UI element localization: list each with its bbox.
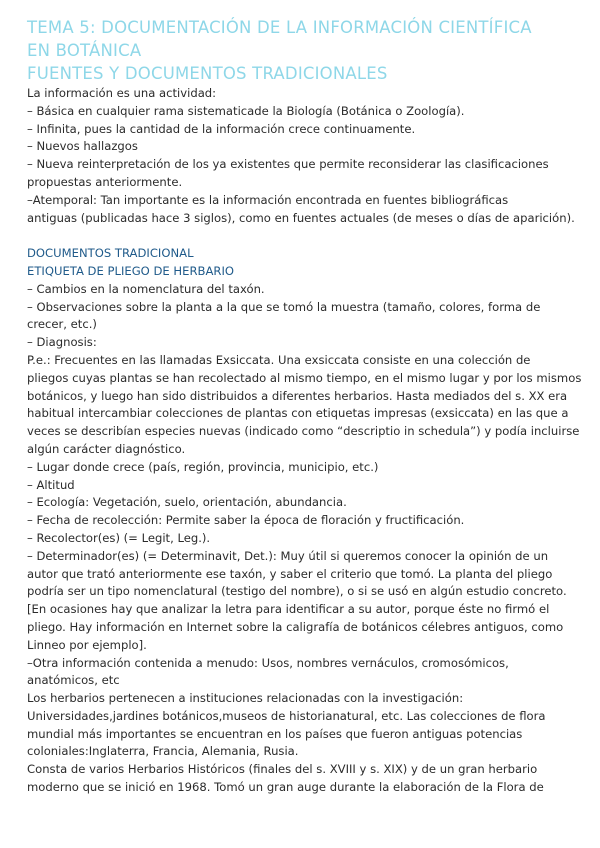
text-line: – Ecología: Vegetación, suelo, orientación, abundancia. <box>27 495 347 510</box>
text-line: [En ocasiones hay que analizar la letra para identificar a su autor, porque éste no firmó el <box>27 602 550 617</box>
text-line: crecer, etc.) <box>27 317 97 332</box>
text-line: – Diagnosis: <box>27 335 97 350</box>
text-line: – Altitud <box>27 477 75 492</box>
text-line: – Observaciones sobre la planta a la que se tomó la muestra (tamaño, colores, forma de <box>27 299 541 314</box>
text-line: pliego. Hay información en Internet sobre la caligrafía de botánicos célebres antiguos, como <box>27 619 564 634</box>
text-line: mundial más importantes se encuentran en los países que fueron antiguas potencias <box>27 726 523 741</box>
title-line-2: EN BOTÁNICA <box>27 41 142 60</box>
intro-line: – Básica en cualquier rama sistematicade la Biología (Botánica o Zoología). <box>27 103 465 118</box>
intro-line: –Atemporal: Tan importante es la información encontrada en fuentes bibliográficas <box>27 192 509 207</box>
section-heading: DOCUMENTOS TRADICIONAL <box>27 246 194 261</box>
text-line: anatómicos, etc <box>27 673 120 688</box>
text-line: – Fecha de recolección: Permite saber la época de floración y fructificación. <box>27 513 465 528</box>
intro-line: – Nuevos hallazgos <box>27 139 138 154</box>
text-line: moderno que se inició en 1968. Tomó un gran auge durante la elaboración de la Flora de <box>27 780 544 795</box>
intro-line: propuestas anteriormente. <box>27 174 183 189</box>
text-line: P.e.: Frecuentes en las llamadas Exsiccata. Una exsiccata consiste en una colección de <box>27 352 531 367</box>
text-line: – Determinador(es) (= Determinavit, Det.): Muy útil si queremos conocer la opinión de un <box>27 548 549 563</box>
title-line-1: TEMA 5: DOCUMENTACIÓN DE LA INFORMACIÓN CIENTÍFICA <box>27 18 532 37</box>
text-line: habitual intercambiar colecciones de plantas con etiquetas impresas (exsiccata) en las que a <box>27 406 569 421</box>
spacer <box>27 227 578 245</box>
text-line: Consta de varios Herbarios Históricos (finales del s. XVIII y s. XIX) y de un gran herbario <box>27 762 538 777</box>
text-line: pliegos cuyas plantas se han recolectado al mismo tiempo, en el mismo lugar y por los mismos <box>27 370 582 385</box>
text-line: autor que trató anteriormente ese taxón, y saber el criterio que tomó. La planta del pliego <box>27 566 553 581</box>
intro-line: antiguas (publicadas hace 3 siglos), como en fuentes actuales (de meses o días de aparición). <box>27 210 575 225</box>
document-body <box>27 85 582 797</box>
text-line: – Cambios en la nomenclatura del taxón. <box>27 281 265 296</box>
intro-paragraph <box>27 85 578 227</box>
text-line: Linneo por ejemplo]. <box>27 637 147 652</box>
section-subheading: ETIQUETA DE PLIEGO DE HERBARIO <box>27 263 235 278</box>
text-line: Universidades,jardines botánicos,museos de historianatural, etc. Las colecciones de flora <box>27 708 546 723</box>
section-body <box>27 281 582 797</box>
document-title <box>27 16 578 85</box>
intro-line: – Nueva reinterpretación de los ya existentes que permite reconsiderar las clasificaciones <box>27 157 549 172</box>
text-line: algún carácter diagnóstico. <box>27 441 186 456</box>
intro-line: – Infinita, pues la cantidad de la información crece continuamente. <box>27 121 416 136</box>
text-line: –Otra información contenida a menudo: Usos, nombres vernáculos, cromosómicos, <box>27 655 509 670</box>
text-line: botánicos, y luego han sido distribuidos a diferentes herbarios. Hasta mediados del s. XX era <box>27 388 568 403</box>
text-line: veces se describían especies nuevas (indicado como “descriptio in schedula”) y podía incluirse <box>27 424 580 439</box>
text-line: – Lugar donde crece (país, región, provincia, municipio, etc.) <box>27 459 379 474</box>
text-line: coloniales:Inglaterra, Francia, Alemania, Rusia. <box>27 744 299 759</box>
text-line: podría ser un tipo nomenclatural (testigo del nombre), o si se usó en algún estudio concreto. <box>27 584 567 599</box>
text-line: Los herbarios pertenecen a instituciones relacionadas con la investigación: <box>27 691 464 706</box>
title-line-3: FUENTES Y DOCUMENTOS TRADICIONALES <box>27 64 388 83</box>
intro-line: La información es una actividad: <box>27 86 217 100</box>
text-line: – Recolector(es) (= Legit, Leg.). <box>27 530 211 545</box>
